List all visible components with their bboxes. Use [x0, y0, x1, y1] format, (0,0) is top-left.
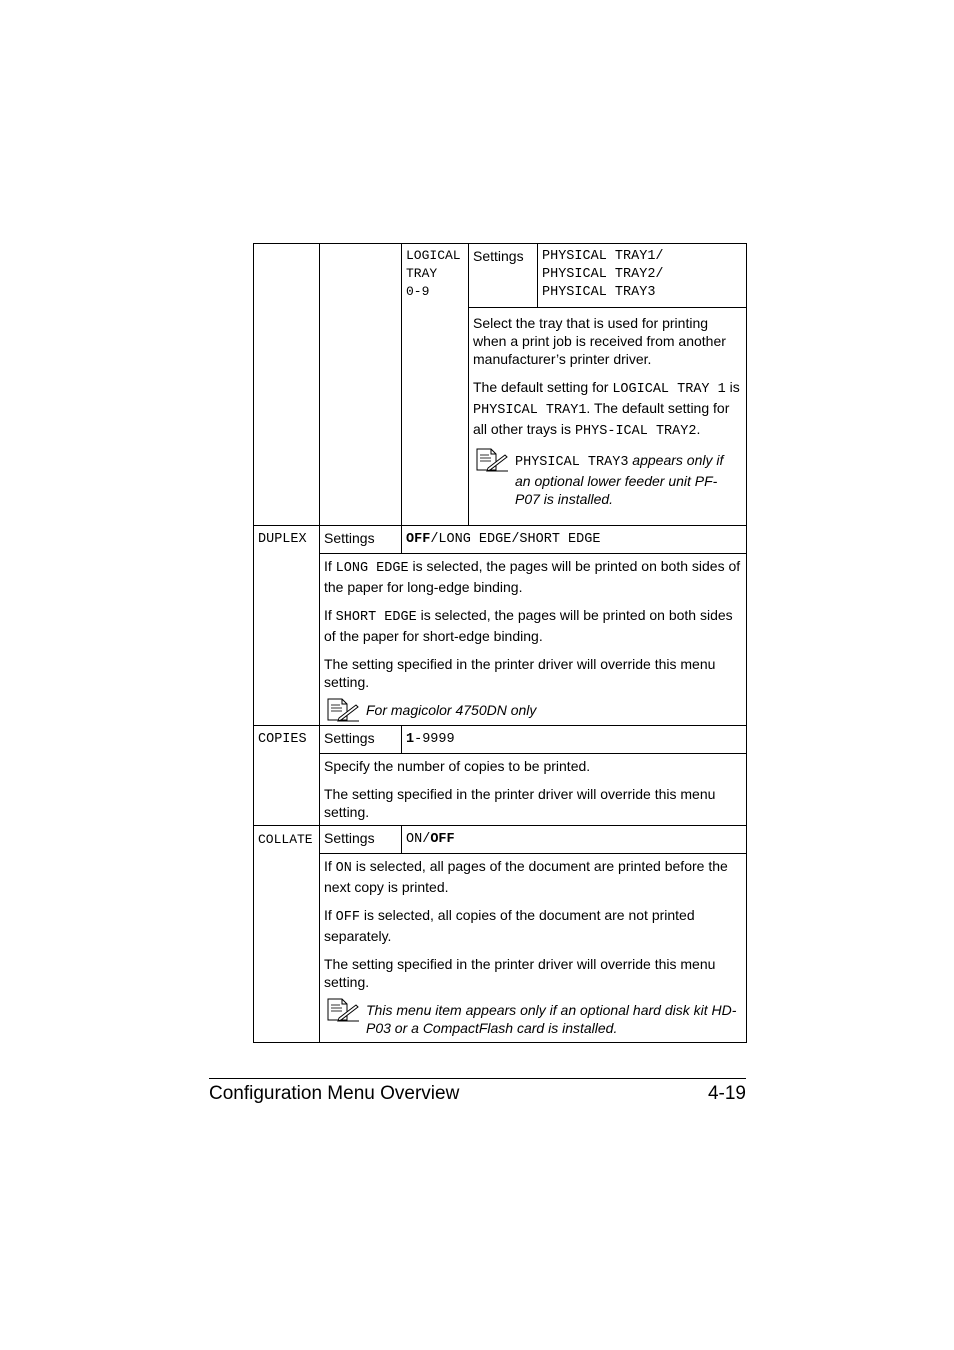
mono-span: LOGICAL TRAY 1	[612, 382, 726, 397]
collate-name: COLLATE	[254, 826, 320, 1043]
collate-settings-row	[254, 826, 747, 854]
duplex-name: DUPLEX	[254, 526, 320, 726]
text-span: If	[324, 907, 336, 923]
duplex-desc-3: The setting specified in the printer driver will override this menu setting.	[324, 656, 716, 690]
logical-tray-name-line1: LOGICAL	[406, 248, 461, 263]
logical-tray-name-line2: TRAY	[406, 266, 438, 281]
note-pencil-icon	[475, 447, 509, 473]
logical-tray-description	[469, 308, 747, 526]
note-pencil-icon	[326, 997, 360, 1023]
text-span: The default setting for	[473, 379, 613, 395]
copies-desc-1: Specify the number of copies to be printed.	[324, 758, 591, 774]
note-text-span: appears only if an optional lower feeder unit PF-P07 is installed.	[515, 452, 724, 507]
collate-desc-2	[324, 906, 742, 945]
mono-span: ON	[335, 861, 352, 876]
copies-desc-row	[254, 754, 747, 826]
text-span: If	[324, 558, 336, 574]
text-span: is selected, all pages of the document are printed before the next copy is printed.	[324, 858, 728, 895]
duplex-description	[320, 554, 747, 726]
collate-note	[324, 1001, 742, 1037]
note-text-span: For magicolor 4750DN only	[366, 702, 537, 718]
text-span: is selected, the pages will be printed on both sides of the paper for short-edge binding.	[324, 607, 733, 644]
logical-tray-name	[402, 244, 469, 526]
collate-description	[320, 854, 747, 1043]
logical-tray-parent-cell	[254, 244, 320, 526]
duplex-note	[324, 701, 742, 719]
mono-span: SHORT EDGE	[335, 610, 417, 625]
mono-span: OFF	[335, 910, 360, 925]
footer-title: Configuration Menu Overview	[209, 1083, 460, 1104]
copies-values	[402, 726, 747, 754]
default-value: OFF	[406, 532, 431, 547]
duplex-desc-2	[324, 606, 742, 645]
logical-tray-values	[538, 244, 747, 308]
copies-settings-row	[254, 726, 747, 754]
mono-span: PHYS-ICAL TRAY2	[574, 424, 697, 439]
note-pencil-icon	[326, 697, 360, 723]
footer-rule	[209, 1078, 746, 1079]
duplex-desc-1	[324, 557, 742, 596]
collate-desc-row	[254, 854, 747, 1043]
other-values: ON/	[406, 832, 431, 847]
collate-values	[402, 826, 747, 854]
other-values: -9999	[414, 732, 455, 747]
page-number: 4-19	[707, 1083, 746, 1104]
logical-tray-desc-1: Select the tray that is used for printing when a print job is received from another manufacturer’s printer driver.	[473, 315, 726, 367]
menu-table	[253, 243, 747, 1043]
duplex-settings-label: Settings	[320, 526, 402, 554]
other-values: /LONG EDGE/SHORT EDGE	[430, 532, 601, 547]
collate-settings-label: Settings	[320, 826, 402, 854]
mono-span: LONG EDGE	[335, 561, 409, 576]
text-span: If	[324, 858, 336, 874]
duplex-settings-row	[254, 526, 747, 554]
collate-desc-1	[324, 857, 742, 896]
text-span: is selected, all copies of the document are not printed separately.	[324, 907, 695, 944]
logical-tray-value-3: PHYSICAL TRAY3	[542, 285, 656, 300]
logical-tray-note	[473, 451, 742, 508]
mono-span: PHYSICAL TRAY1	[473, 403, 587, 418]
logical-tray-desc-2	[473, 378, 742, 441]
copies-description	[320, 754, 747, 826]
default-value: 1	[406, 732, 415, 747]
copies-desc-2: The setting specified in the printer driver will override this menu setting.	[324, 786, 716, 820]
logical-tray-settings-label: Settings	[469, 244, 538, 308]
copies-settings-label: Settings	[320, 726, 402, 754]
text-span: is selected, the pages will be printed on both sides of the paper for long-edge binding.	[324, 558, 741, 595]
duplex-desc-row	[254, 554, 747, 726]
text-span: If	[324, 607, 336, 623]
text-span: .	[696, 421, 701, 437]
note-mono-span: PHYSICAL TRAY3	[515, 455, 629, 470]
logical-tray-name-line3: 0-9	[406, 284, 430, 299]
default-value: OFF	[430, 832, 455, 847]
copies-name: COPIES	[254, 726, 320, 826]
note-text-span: This menu item appears only if an optional hard disk kit HD-P03 or a CompactFlash card is installed.	[366, 1002, 737, 1036]
collate-desc-3: The setting specified in the printer driver will override this menu setting.	[324, 956, 716, 990]
text-span: is	[725, 379, 740, 395]
logical-tray-value-2: PHYSICAL TRAY2/	[542, 267, 664, 282]
logical-tray-submenu-cell	[320, 244, 402, 526]
duplex-values	[402, 526, 747, 554]
text-span: . The default setting for all other trays is	[473, 400, 730, 437]
logical-tray-settings-row	[254, 244, 747, 308]
logical-tray-value-1: PHYSICAL TRAY1/	[542, 249, 664, 264]
